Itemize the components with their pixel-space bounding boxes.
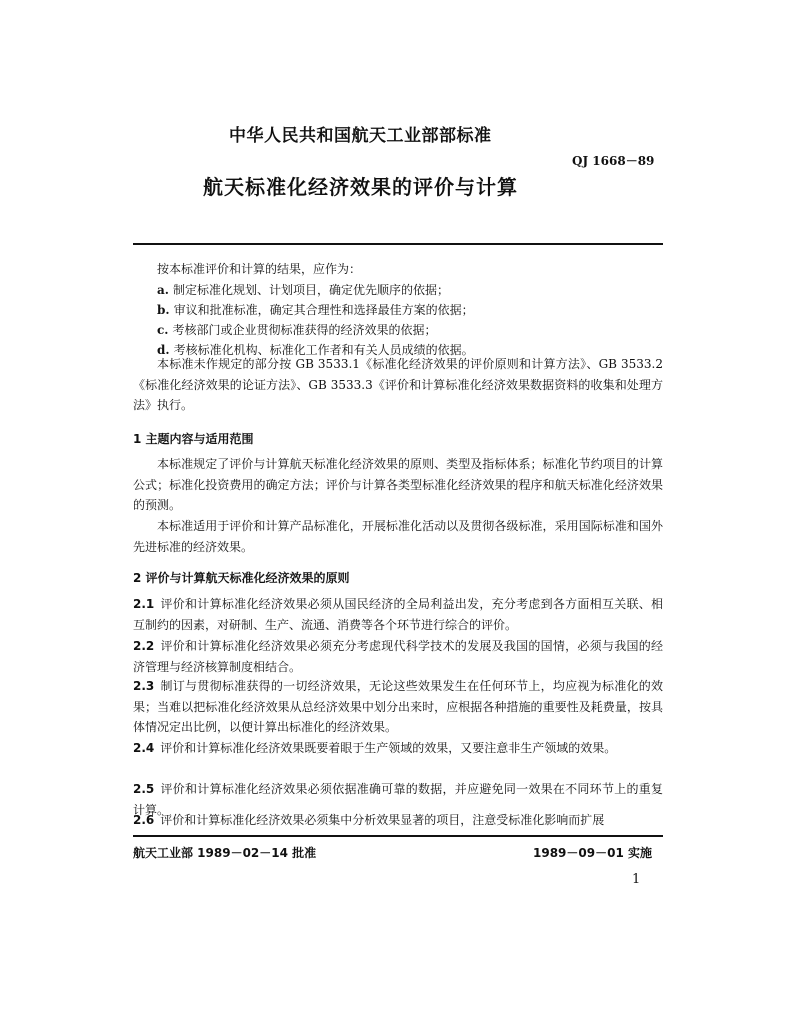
- clause-2-6: [133, 810, 663, 831]
- effective-date: 1989－09－01 实施: [533, 846, 652, 860]
- standard-code: QJ 1668－89: [572, 154, 655, 168]
- clause-2-1: [133, 594, 663, 635]
- header-divider: [133, 243, 663, 245]
- issuing-authority-title: 中华人民共和国航天工业部部标准: [229, 126, 492, 146]
- section-1-heading: 1 主题内容与适用范围: [133, 432, 254, 446]
- clause-number: 2.5: [133, 782, 155, 796]
- intro-item-c: [157, 321, 437, 338]
- document-title: 航天标准化经济效果的评价与计算: [203, 175, 518, 199]
- footer-divider: [133, 835, 663, 837]
- intro-item-key: c.: [157, 323, 169, 337]
- intro-item-key: d.: [157, 343, 170, 357]
- intro-item-text: 考核部门或企业贯彻标准获得的经济效果的依据；: [172, 323, 437, 337]
- intro-item-b: [157, 301, 474, 318]
- page-number: 1: [632, 872, 641, 887]
- intro-lead: 按本标准评价和计算的结果，应作为：: [157, 262, 362, 276]
- clause-text: 评价和计算标准化经济效果必须充分考虑现代科学技术的发展及我国的国情，必须与我国的经济管理与经济核算制度相结合。: [133, 639, 663, 674]
- clause-number: 2.2: [133, 639, 155, 653]
- clause-number: 2.6: [133, 813, 155, 827]
- intro-item-a: [157, 281, 449, 298]
- clause-number: 2.1: [133, 597, 155, 611]
- section-1-paragraph-1: 本标准规定了评价与计算航天标准化经济效果的原则、类型及指标体系；标准化节约项目的计算公式；标准化投资费用的确定方法；评价与计算各类型标准化经济效果的程序和航天标准化经济效果的预测。: [133, 457, 663, 513]
- clause-text: 制订与贯彻标准获得的一切经济效果，无论这些效果发生在任何环节上，均应视为标准化的效果；当难以把标准化经济效果从总经济效果中划分出来时，应根据各种措施的重要性及耗费量，按具体情况定出比例，以便计算出标准化的经济效果。: [133, 679, 663, 735]
- approval-date: 航天工业部 1989－02－14 批准: [133, 846, 317, 860]
- clause-text: 评价和计算标准化经济效果既要着眼于生产领域的效果，又要注意非生产领域的效果。: [160, 741, 617, 755]
- clause-text: 评价和计算标准化经济效果必须集中分析效果显著的项目，注意受标准化影响而扩展: [160, 813, 605, 827]
- section-2-heading: 2 评价与计算航天标准化经济效果的原则: [133, 571, 350, 585]
- clause-text: 评价和计算标准化经济效果必须依据准确可靠的数据，并应避免同一效果在不同环节上的重复计算。: [133, 782, 663, 817]
- intro-item-text: 制定标准化规划、计划项目，确定优先顺序的依据；: [172, 283, 449, 297]
- clause-2-2: [133, 636, 663, 677]
- intro-item-text: 考核标准化机构、标准化工作者和有关人员成绩的依据。: [173, 343, 474, 357]
- intro-item-key: a.: [157, 283, 169, 297]
- section-1-paragraph-2: 本标准适用于评价和计算产品标准化，开展标准化活动以及贯彻各级标准，采用国际标准和国外先进标准的经济效果。: [133, 519, 663, 554]
- clause-2-4: [133, 738, 663, 759]
- intro-item-key: b.: [157, 303, 170, 317]
- clause-number: 2.4: [133, 741, 155, 755]
- intro-item-text: 审议和批准标准，确定其合理性和选择最佳方案的依据；: [173, 303, 474, 317]
- intro-reference-paragraph: 本标准未作规定的部分按 GB 3533.1《标准化经济效果的评价原则和计算方法》、GB 3533.2《标准化经济效果的论证方法》、GB 3533.3《评价和计算标准化经济效果数据资料的收集和处理方法》执行。: [133, 357, 663, 413]
- clause-number: 2.3: [133, 679, 155, 693]
- clause-2-3: [133, 676, 663, 738]
- clause-text: 评价和计算标准化经济效果必须从国民经济的全局利益出发，充分考虑到各方面相互关联、相互制约的因素，对研制、生产、流通、消费等各个环节进行综合的评价。: [133, 597, 663, 632]
